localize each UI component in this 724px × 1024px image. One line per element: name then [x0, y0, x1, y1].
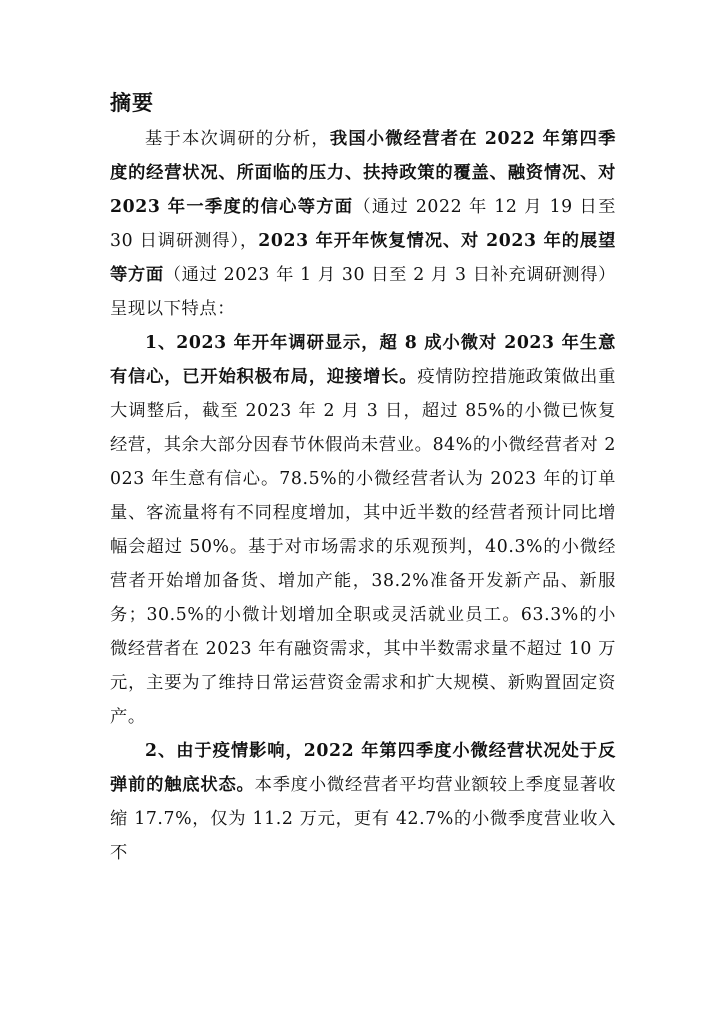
text-run-bold: 2023 年开年恢复情况、对 2023 年的展望等方面: [110, 231, 616, 285]
paragraph-summary-intro: [110, 122, 616, 326]
text-run-bold: 2、由于疫情影响，2022 年第四季度小微经营状况处于反弹前的触底状态。: [110, 741, 616, 795]
page-title: 摘要: [110, 90, 154, 115]
text-run: （通过 2023 年 1 月 30 日至 2 月 3 日补充调研测得）呈现以下特点：: [110, 265, 616, 319]
paragraph-point-1: [110, 326, 616, 734]
paragraph-point-2: [110, 734, 616, 870]
text-run-bold: 1、2023 年开年调研显示，超 8 成小微对 2023 年生意有信心，已开始积极布局，迎接增长。: [110, 333, 616, 387]
text-run: 本季度小微经营者平均营业额较上季度显著收缩 17.7%，仅为 11.2 万元，更有 42.7%的小微季度营业收入不: [110, 775, 616, 863]
text-run: 基于本次调研的分析，: [145, 129, 330, 149]
text-run: 疫情防控措施政策做出重大调整后，截至 2023 年 2 月 3 日，超过 85%的小微已恢复经营，其余大部分因春节休假尚未营业。84%的小微经营者对 2023 年生意有信心。78.5%的小微经营者认为 2023 年的订单量、客流量将有不同程度增加，其中近半数的经营者预计同比增幅会超过 50%。基于对市场需求的乐观预判，40.3%的小微经营者开始增加备货、增加产能，38.2%准备开发新产品、新服务；30.5%的小微计划增加全职或灵活就业员工。63.3%的小微经营者在 2023 年有融资需求，其中半数需求量不超过 10 万元，主要为了维持日常运营资金需求和扩大规模、新购置固定资产。: [110, 367, 616, 727]
text-run-bold: 我国小微经营者在 2022 年第四季度的经营状况、所面临的压力、扶持政策的覆盖、融资情况、对 2023 年一季度的信心等方面: [110, 129, 616, 217]
text-run: （通过 2022 年 12 月 19 日至 30 日调研测得），: [110, 197, 616, 251]
document-body: [110, 122, 616, 870]
